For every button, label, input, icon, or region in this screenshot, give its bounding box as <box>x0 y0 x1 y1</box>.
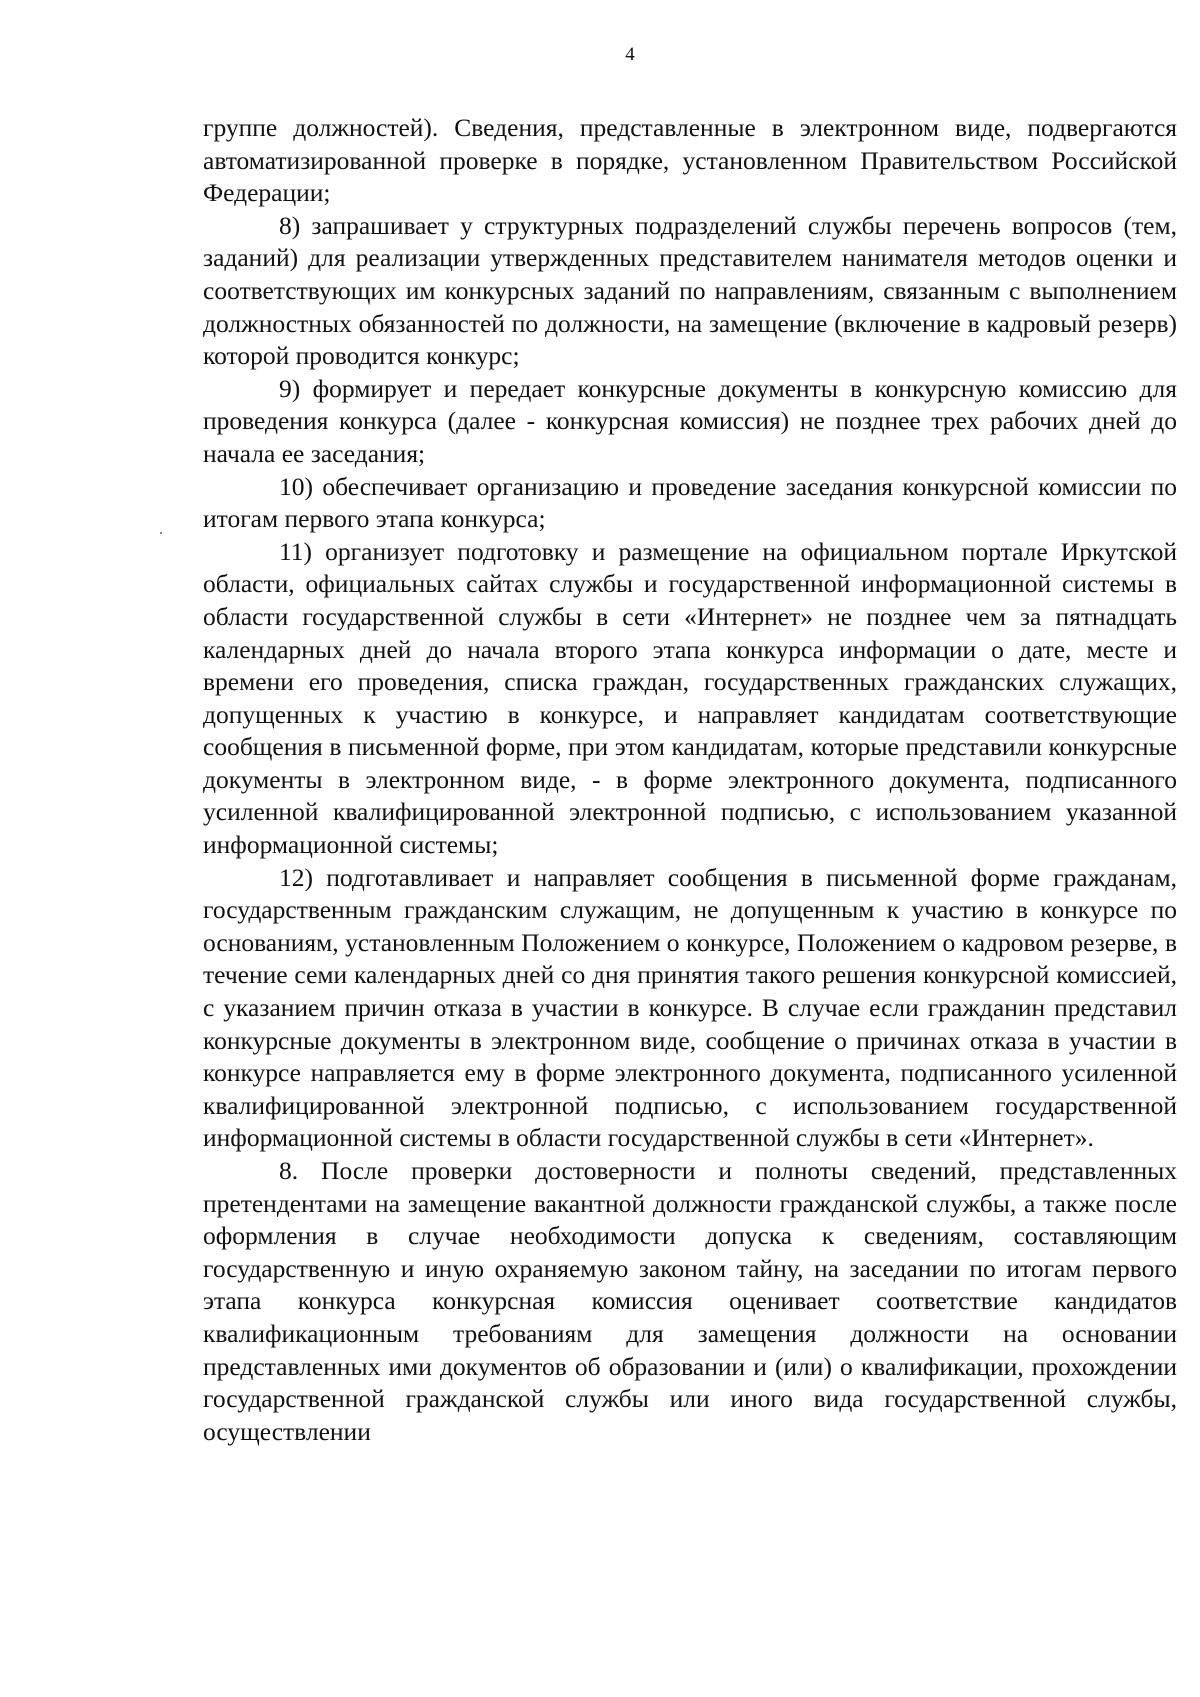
paragraph-section-8: 8. После проверки достоверности и полноты сведений, представленных претендентами на замещение вакантной должности гражданской службы, а также после оформления в случае необходимости допуска к сведениям, составляющим государственную и иную охраняемую законом тайну, на заседании по итогам первого этапа конкурса конкурсная комиссия оценивает соответствие кандидатов квалификационным требованиям для замещения должности на основании представленных ими документов об образовании и (или) о квалификации, прохождении государственной гражданской службы или иного вида государственной службы, осуществлении <box>203 1156 1177 1446</box>
page-number: 4 <box>625 44 635 65</box>
paragraph-item-10: 10) обеспечивает организацию и проведение заседания конкурсной комиссии по итогам первого этапа конкурса; <box>203 471 1177 534</box>
paragraph-item-9: 9) формирует и передает конкурсные документы в конкурсную комиссию для проведения конкурса (далее - конкурсная комиссия) не позднее трех рабочих дней до начала ее заседания; <box>203 373 1177 468</box>
paragraph-continuation: группе должностей). Сведения, представленные в электронном виде, подвергаются автоматизированной проверке в порядке, установленном Правительством Российской Федерации; <box>203 113 1177 208</box>
paragraph-item-8: 8) запрашивает у структурных подразделений службы перечень вопросов (тем, заданий) для реализации утвержденных представителем нанимателя методов оценки и соответствующих им конкурсных заданий по направлениям, связанным с выполнением должностных обязанностей по должности, на замещение (включение в кадровый резерв) которой проводится конкурс; <box>203 210 1177 371</box>
document-body <box>203 112 1177 1448</box>
scan-artifact <box>160 532 162 534</box>
paragraph-item-11: 11) организует подготовку и размещение на официальном портале Иркутской области, официальных сайтах службы и государственной информационной системы в области государственной службы в сети «Интернет» не позднее чем за пятнадцать календарных дней до начала второго этапа конкурса информации о дате, месте и времени его проведения, списка граждан, государственных гражданских служащих, допущенных к участию в конкурсе, и направляет кандидатам соответствующие сообщения в письменной форме, при этом кандидатам, которые представили конкурсные документы в электронном виде, - в форме электронного документа, подписанного усиленной квалифицированной электронной подписью, с использованием указанной информационной системы; <box>203 536 1177 860</box>
paragraph-item-12: 12) подготавливает и направляет сообщения в письменной форме гражданам, государственным гражданским служащим, не допущенным к участию в конкурсе по основаниям, установленным Положением о конкурсе, Положением о кадровом резерве, в течение семи календарных дней со дня принятия такого решения конкурсной комиссией, с указанием причин отказа в участии в конкурсе. В случае если гражданин представил конкурсные документы в электронном виде, сообщение о причинах отказа в участии в конкурсе направляется ему в форме электронного документа, подписанного усиленной квалифицированной электронной подписью, с использованием государственной информационной системы в области государственной службы в сети «Интернет». <box>203 862 1177 1153</box>
